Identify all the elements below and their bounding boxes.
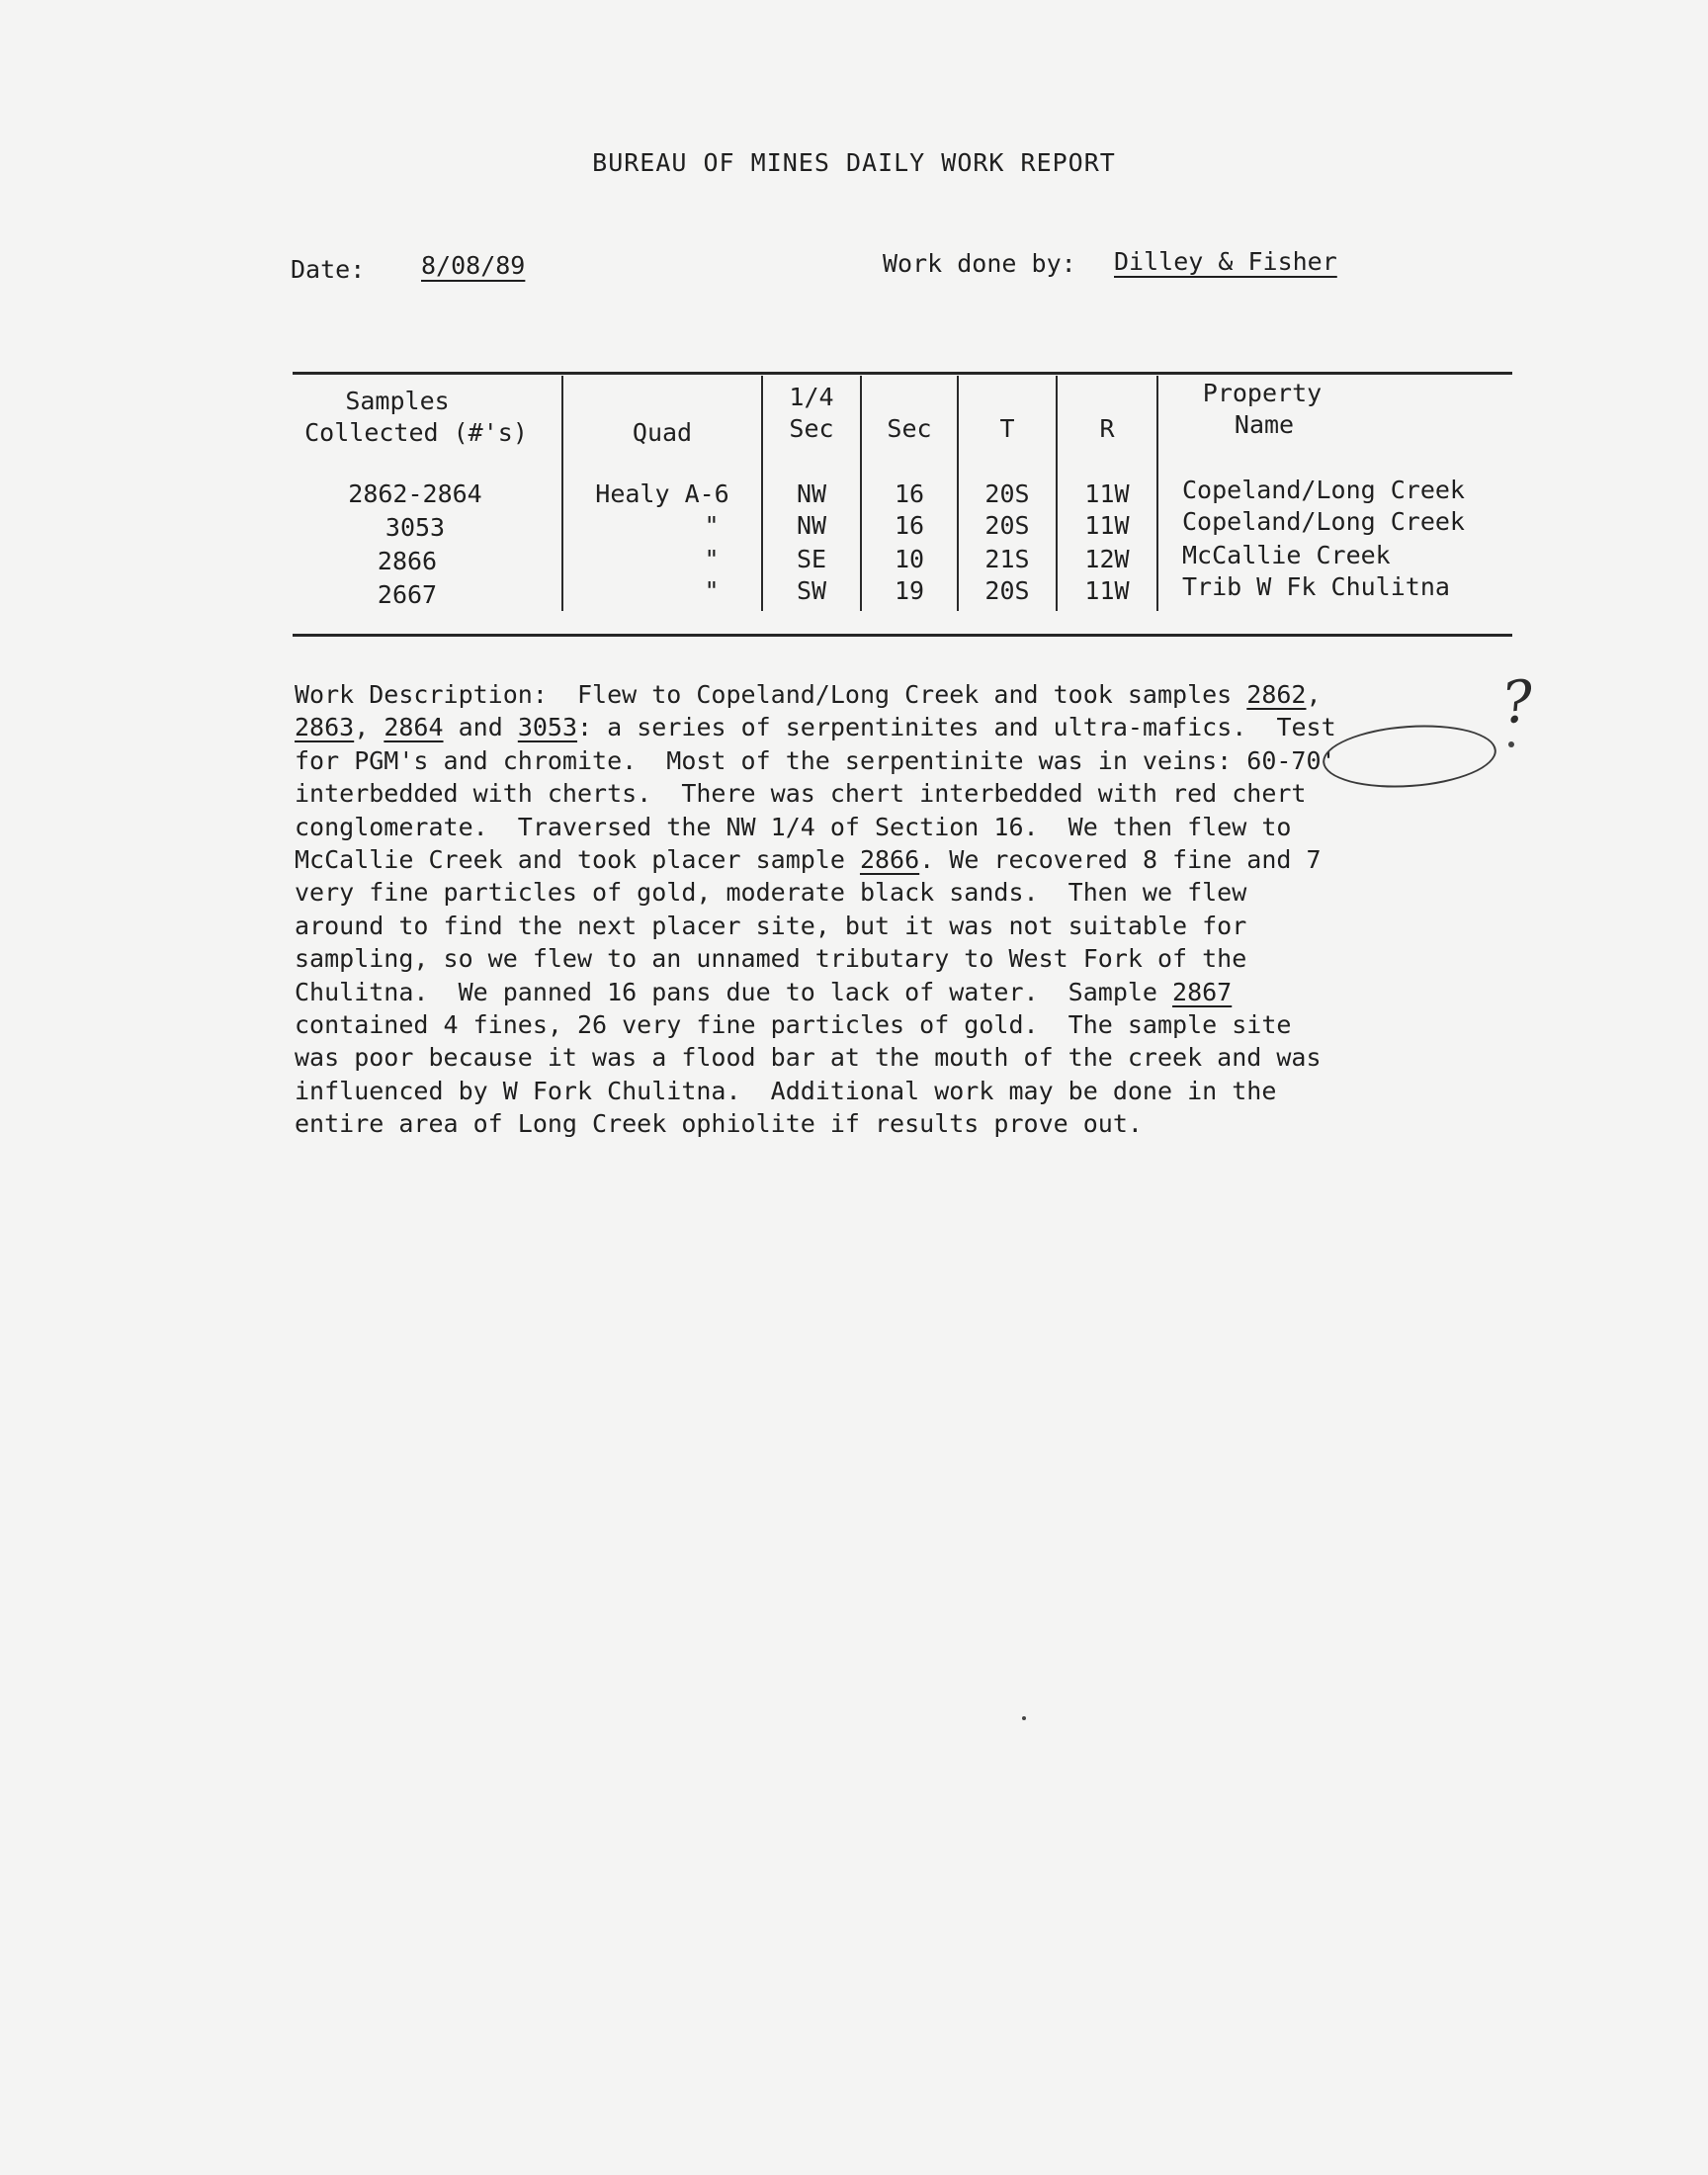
sample-ref: 2863	[295, 713, 355, 742]
desc-text: and	[443, 713, 518, 742]
stray-mark	[1022, 1716, 1026, 1720]
desc-text: ,	[1306, 680, 1322, 709]
cell-property: Trib W Fk Chulitna	[1182, 572, 1450, 601]
header-property-sub: Name	[1234, 410, 1295, 439]
cell-quad: "	[704, 545, 720, 573]
desc-text: was poor because it was a flood bar at the mouth of the creek and was	[295, 1043, 1322, 1073]
cell-property: Copeland/Long Creek	[1182, 507, 1465, 536]
desc-text: for PGM's and chromite. Most of the serpentinite was in veins: 60-70'	[295, 745, 1336, 775]
header-quarter-sec-sub: Sec	[789, 414, 834, 443]
desc-text: contained 4 fines, 26 very fine particles of gold. The sample site	[295, 1010, 1292, 1040]
header-t: T	[999, 414, 1015, 443]
date-label: Date:	[291, 255, 366, 284]
sample-ref: 2864	[384, 713, 444, 742]
header-sec: Sec	[887, 414, 932, 443]
stray-mark	[1508, 741, 1514, 747]
cell-samples: 2667	[377, 580, 438, 609]
work-description	[295, 678, 1481, 1141]
cell-quad: "	[704, 576, 720, 605]
desc-text: entire area of Long Creek ophiolite if results prove out.	[295, 1109, 1143, 1139]
header-r: R	[1099, 414, 1115, 443]
cell-t: 21S	[984, 545, 1030, 573]
cell-quad: "	[704, 511, 720, 540]
cell-quarter-sec: NW	[796, 479, 827, 508]
desc-text: Chulitna. We panned 16 pans due to lack of water. Sample	[295, 977, 1173, 1006]
desc-text: interbedded with cherts. There was chert interbedded with red chert	[295, 779, 1307, 809]
cell-r: 11W	[1084, 511, 1130, 540]
cell-quarter-sec: SW	[796, 576, 827, 605]
header-quad: Quad	[632, 418, 693, 447]
desc-text: conglomerate. Traversed the NW 1/4 of Section 16. We then flew to	[295, 812, 1292, 841]
cell-sec: 16	[894, 479, 925, 508]
report-title: BUREAU OF MINES DAILY WORK REPORT	[592, 148, 1116, 177]
cell-r: 12W	[1084, 545, 1130, 573]
desc-text: Work Description: Flew to Copeland/Long Creek and took samples	[295, 680, 1247, 709]
cell-t: 20S	[984, 479, 1030, 508]
cell-property: McCallie Creek	[1182, 541, 1391, 569]
header-quarter-sec: 1/4	[789, 383, 834, 411]
date-value: 8/08/89	[421, 251, 526, 280]
header-samples-sub: Collected (#'s)	[304, 418, 528, 447]
cell-sec: 16	[894, 511, 925, 540]
cell-quad: Healy A-6	[595, 479, 729, 508]
cell-samples: 3053	[384, 513, 446, 542]
handwritten-question-mark: ?	[1498, 666, 1537, 738]
header-samples: Samples	[345, 387, 450, 415]
header-property: Property	[1202, 379, 1323, 407]
cell-r: 11W	[1084, 576, 1130, 605]
desc-text: ,	[354, 713, 384, 742]
sample-ref: 2862	[1246, 680, 1307, 709]
cell-t: 20S	[984, 511, 1030, 540]
cell-samples: 2866	[377, 547, 438, 575]
cell-sec: 19	[894, 576, 925, 605]
desc-text: sampling, so we flew to an unnamed tributary to West Fork of the	[295, 944, 1247, 974]
cell-sec: 10	[894, 545, 925, 573]
cell-quarter-sec: NW	[796, 511, 827, 540]
desc-text: very fine particles of gold, moderate black sands. Then we flew	[295, 878, 1247, 908]
sample-ref: 3053	[517, 713, 578, 742]
sample-ref: 2866	[859, 845, 920, 875]
table-bottom-rule	[293, 634, 1512, 637]
cell-samples: 2862-2864	[348, 479, 482, 508]
cell-t: 20S	[984, 576, 1030, 605]
table-top-rule	[293, 372, 1512, 375]
desc-text: . We recovered 8 fine and 7	[919, 845, 1322, 875]
cell-property: Copeland/Long Creek	[1182, 476, 1465, 504]
work-done-by-label: Work done by:	[883, 249, 1076, 278]
desc-text: : a series of serpentinites and ultra-mafics. Test	[577, 713, 1336, 742]
desc-text: around to find the next placer site, but it was not suitable for	[295, 911, 1247, 940]
desc-text: influenced by W Fork Chulitna. Additional work may be done in the	[295, 1076, 1277, 1105]
work-done-by-value: Dilley & Fisher	[1114, 247, 1337, 276]
cell-r: 11W	[1084, 479, 1130, 508]
sample-ref: 2867	[1172, 977, 1233, 1006]
desc-text: McCallie Creek and took placer sample	[295, 845, 860, 875]
cell-quarter-sec: SE	[796, 545, 827, 573]
